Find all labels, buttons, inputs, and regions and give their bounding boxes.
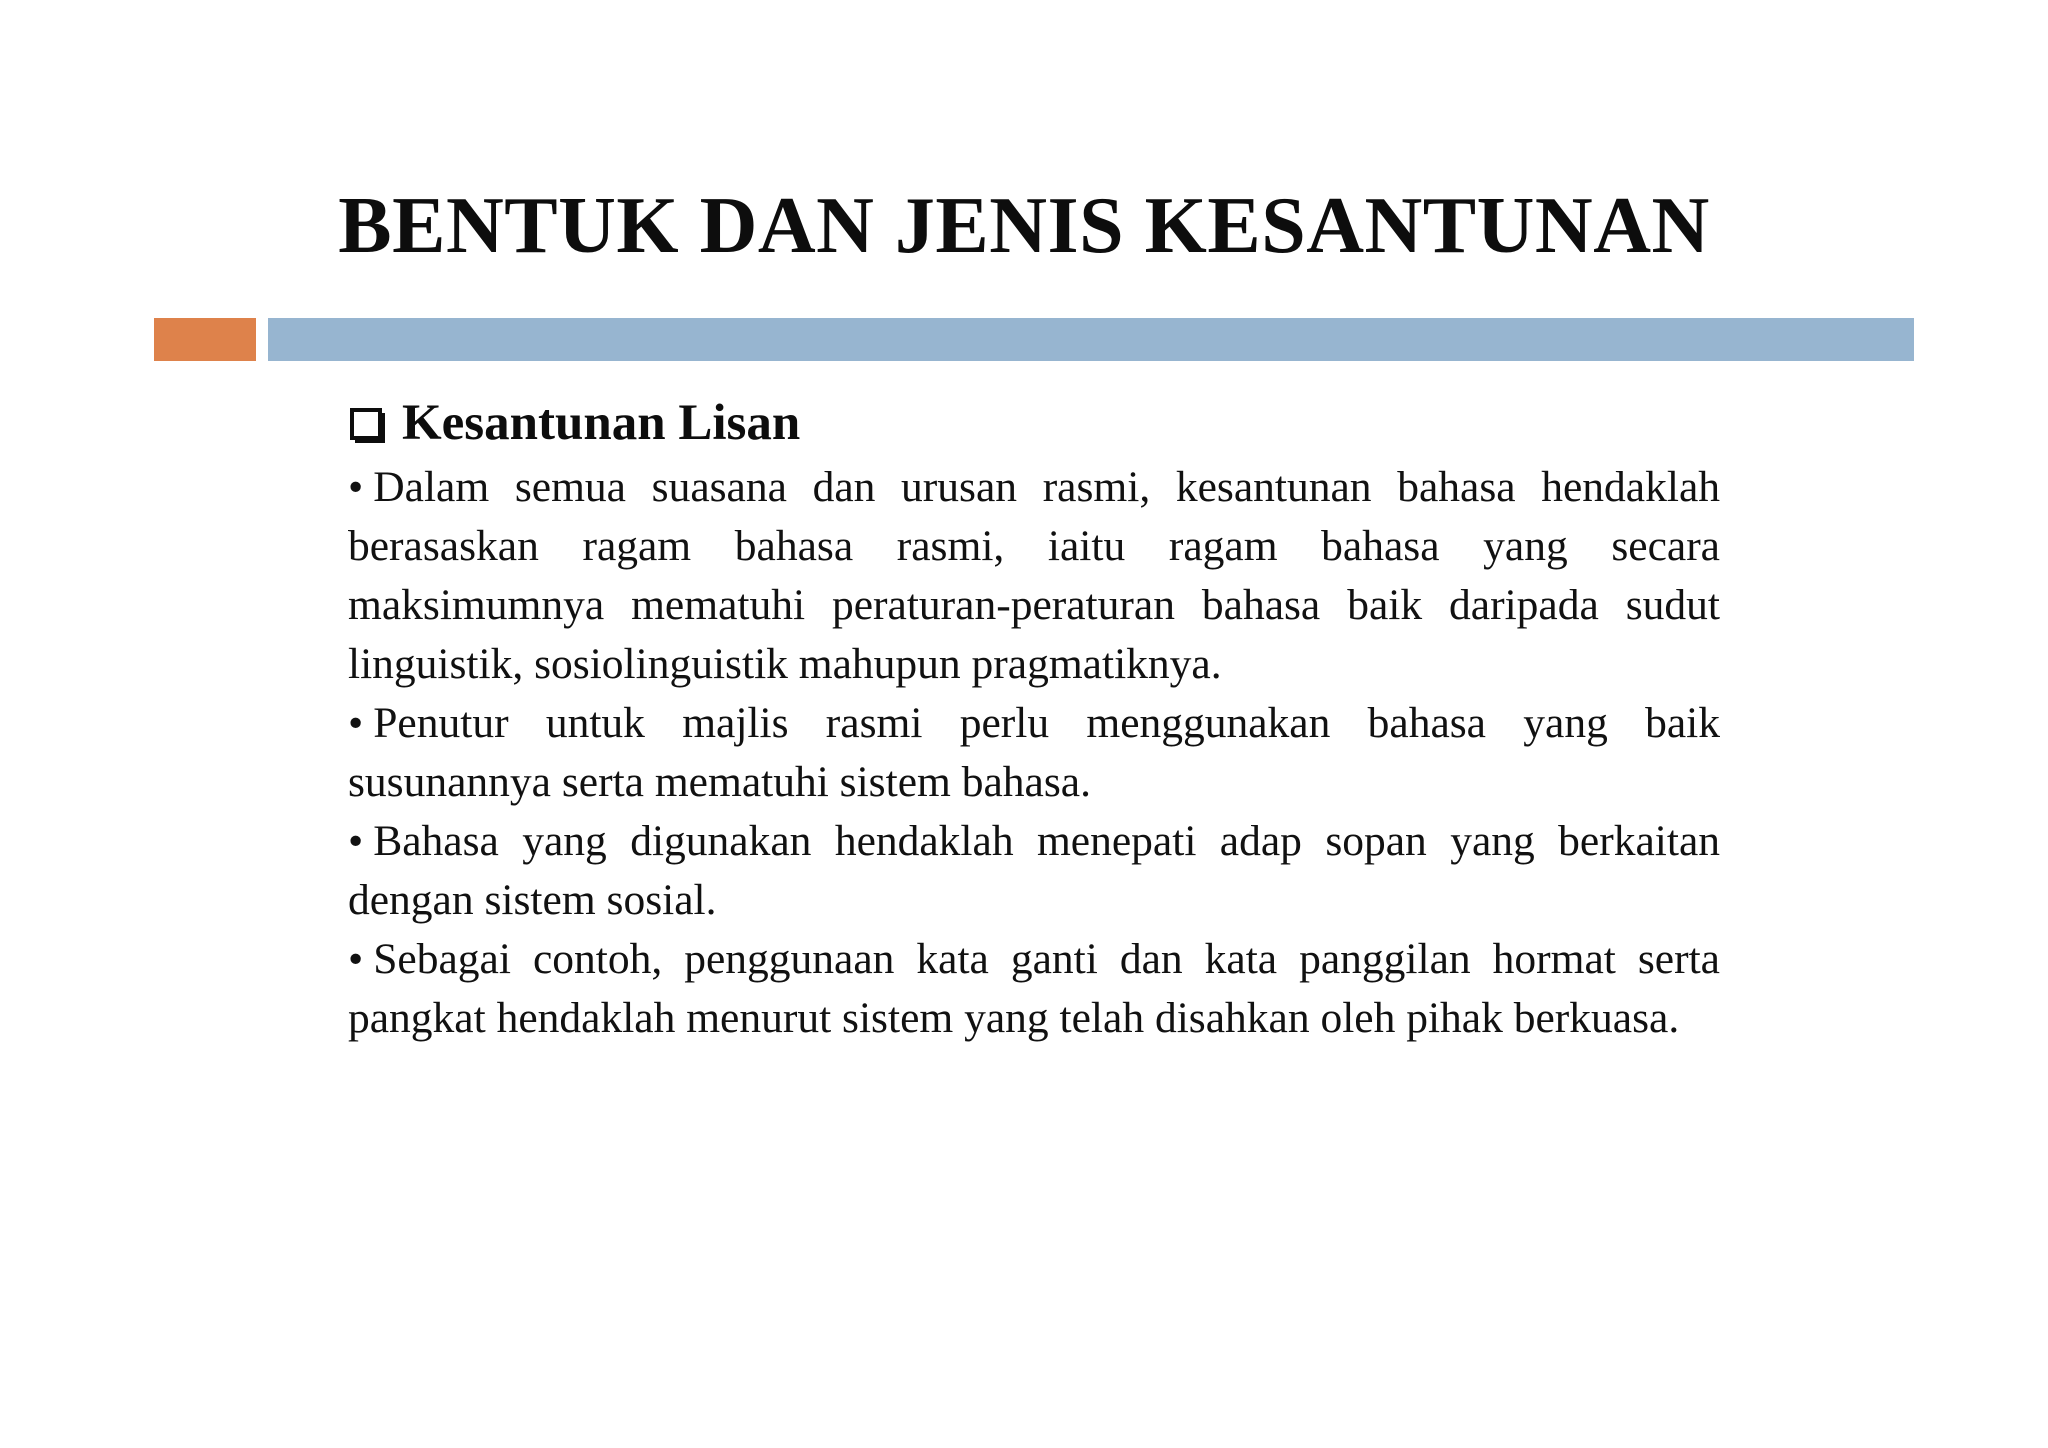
- bullet-dot: •: [348, 463, 364, 511]
- title-divider-bar: [268, 318, 1914, 361]
- title-accent-bar: [154, 318, 256, 361]
- bullet-list: [348, 458, 1720, 1048]
- bullet-text: Penutur untuk majlis rasmi perlu menggunakan bahasa yang baik susunannya serta mematuhi sistem bahasa.: [348, 699, 1720, 806]
- bullet-text: Sebagai contoh, penggunaan kata ganti dan kata panggilan hormat serta pangkat hendaklah menurut sistem yang telah disahkan oleh pihak berkuasa.: [348, 935, 1720, 1042]
- checkbox-icon: [350, 408, 382, 440]
- bullet-item: [348, 458, 1720, 694]
- slide-title: BENTUK DAN JENIS KESANTUNAN: [338, 182, 1710, 270]
- bullet-text: Dalam semua suasana dan urusan rasmi, kesantunan bahasa hendaklah berasaskan ragam bahasa rasmi, iaitu ragam bahasa yang secara maksimumnya mematuhi peraturan-peraturan bahasa baik daripada sudut linguistik, sosiolinguistik mahupun pragmatiknya.: [348, 463, 1720, 688]
- bullet-item: [348, 812, 1720, 930]
- bullet-dot: •: [348, 699, 364, 747]
- bullet-text: Bahasa yang digunakan hendaklah menepati adap sopan yang berkaitan dengan sistem sosial.: [348, 817, 1720, 924]
- bullet-dot: •: [348, 935, 364, 983]
- bullet-item: [348, 930, 1720, 1048]
- section-heading-text: Kesantunan Lisan: [402, 395, 801, 451]
- bullet-item: [348, 694, 1720, 812]
- section-heading: [348, 388, 1720, 458]
- slide-content: [348, 388, 1720, 1048]
- bullet-dot: •: [348, 817, 364, 865]
